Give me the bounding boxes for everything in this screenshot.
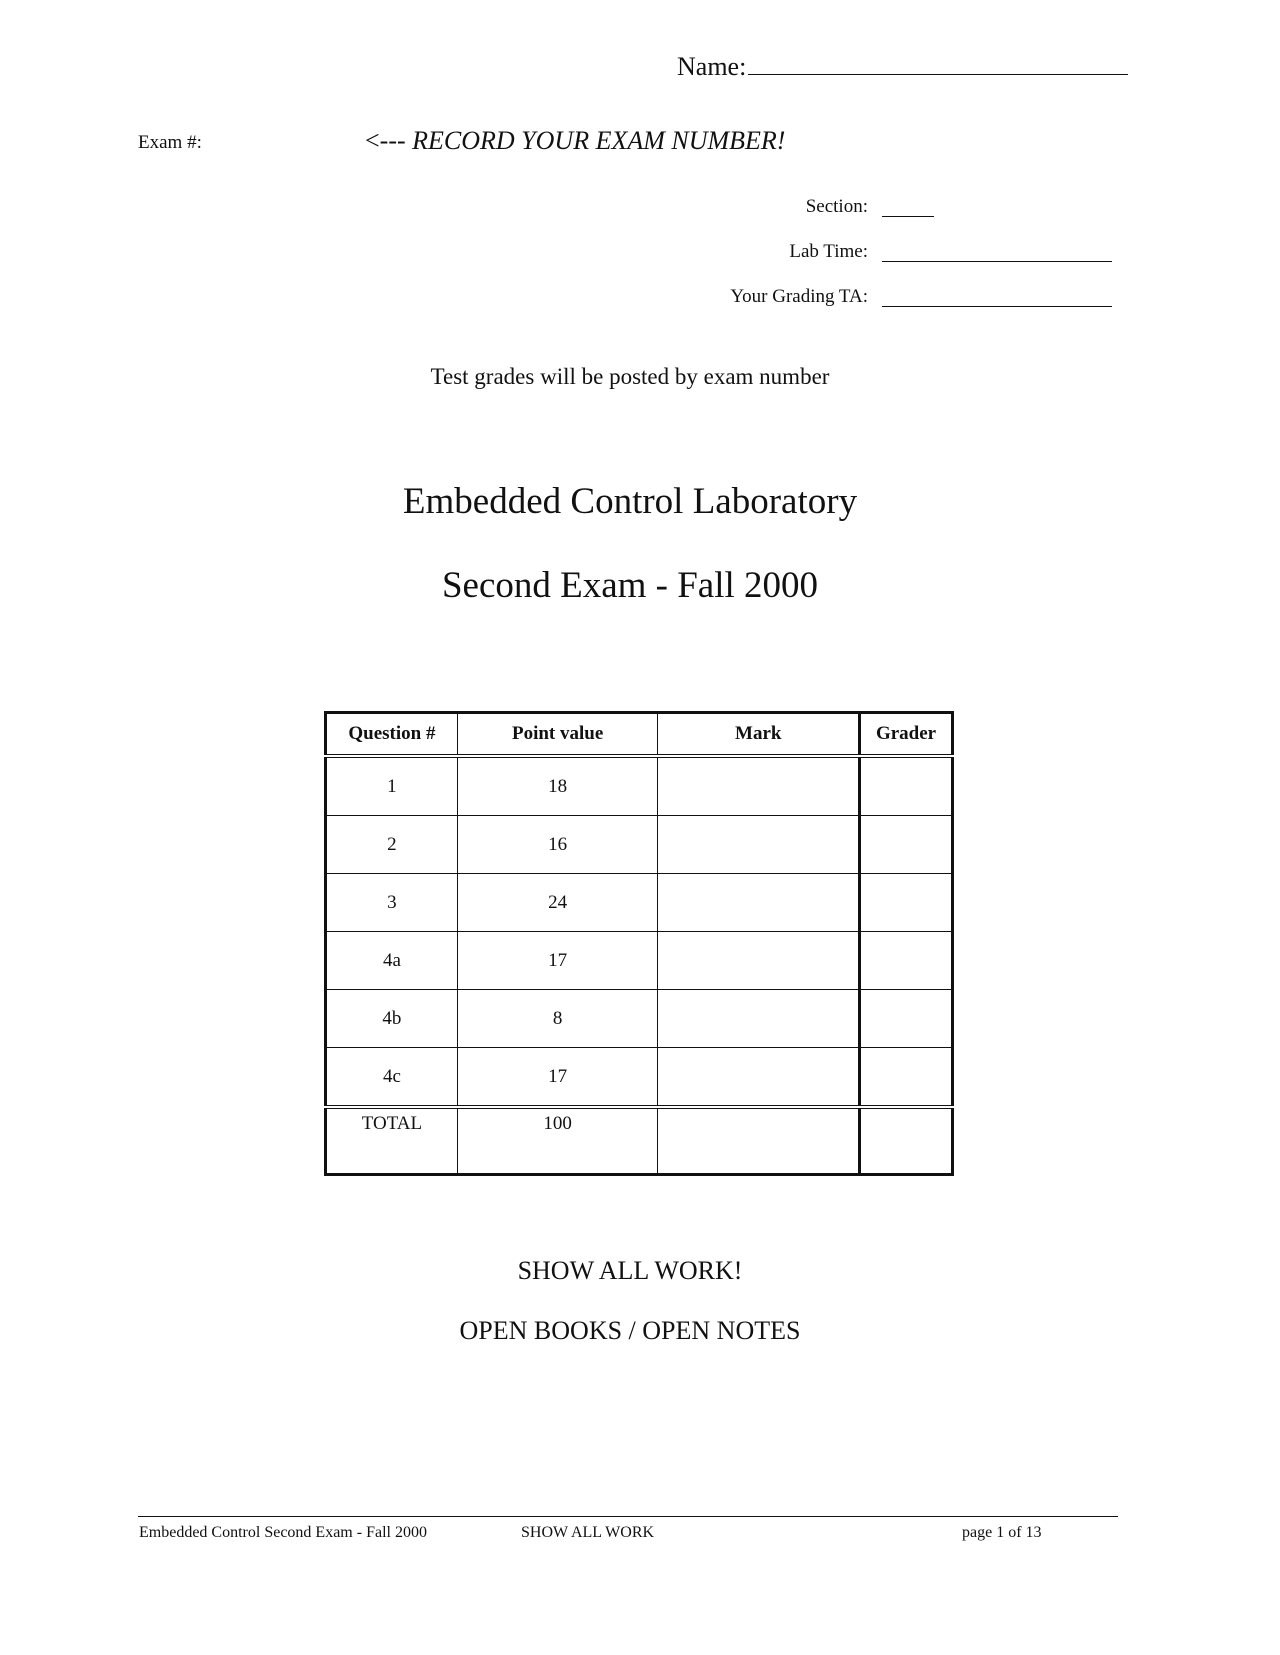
open-books-instruction: OPEN BOOKS / OPEN NOTES bbox=[459, 1316, 801, 1345]
total-row bbox=[326, 1107, 953, 1175]
left-arrow-icon: <--- bbox=[365, 126, 406, 155]
footer-exam-title: Embedded Control Second Exam - Fall 2000 bbox=[139, 1524, 427, 1541]
footer-page-number: page 1 of 13 bbox=[962, 1524, 1042, 1541]
question-cell: 4b bbox=[326, 990, 458, 1048]
grading-ta-label: Your Grading TA: bbox=[730, 286, 868, 307]
points-cell: 17 bbox=[457, 1048, 658, 1108]
table-row bbox=[326, 816, 953, 874]
grader-cell[interactable] bbox=[860, 816, 953, 874]
header-question: Question # bbox=[326, 713, 458, 757]
table-row bbox=[326, 1048, 953, 1108]
table-row bbox=[326, 874, 953, 932]
grade-table bbox=[324, 711, 954, 1176]
grader-cell[interactable] bbox=[860, 990, 953, 1048]
mark-cell[interactable] bbox=[658, 816, 860, 874]
grades-posted-notice: Test grades will be posted by exam number bbox=[430, 364, 830, 389]
footer-divider bbox=[138, 1516, 1118, 1517]
exam-number-label: Exam #: bbox=[138, 132, 202, 153]
grading-ta-blank[interactable] bbox=[882, 306, 1112, 307]
question-cell: 4a bbox=[326, 932, 458, 990]
exam-title: Second Exam - Fall 2000 bbox=[441, 565, 819, 606]
total-grader-cell[interactable] bbox=[860, 1107, 953, 1175]
points-cell: 16 bbox=[457, 816, 658, 874]
question-cell: 4c bbox=[326, 1048, 458, 1108]
points-cell: 18 bbox=[457, 756, 658, 816]
total-mark-cell[interactable] bbox=[658, 1107, 860, 1175]
question-cell: 2 bbox=[326, 816, 458, 874]
table-row bbox=[326, 756, 953, 816]
points-cell: 8 bbox=[457, 990, 658, 1048]
mark-cell[interactable] bbox=[658, 874, 860, 932]
total-points-cell: 100 bbox=[457, 1107, 658, 1175]
name-field bbox=[677, 52, 1128, 82]
grader-cell[interactable] bbox=[860, 756, 953, 816]
footer-show-work: SHOW ALL WORK bbox=[521, 1524, 655, 1541]
record-exam-number-note bbox=[365, 126, 785, 156]
show-all-work-instruction: SHOW ALL WORK! bbox=[517, 1256, 743, 1285]
name-blank[interactable] bbox=[748, 52, 1128, 75]
table-row bbox=[326, 932, 953, 990]
section-label: Section: bbox=[805, 196, 868, 217]
grader-cell[interactable] bbox=[860, 1048, 953, 1108]
lab-time-blank[interactable] bbox=[882, 261, 1112, 262]
mark-cell[interactable] bbox=[658, 990, 860, 1048]
course-title: Embedded Control Laboratory bbox=[402, 481, 858, 522]
grade-table-header-row bbox=[326, 713, 953, 757]
grader-cell[interactable] bbox=[860, 932, 953, 990]
record-text: RECORD YOUR EXAM NUMBER! bbox=[412, 126, 786, 155]
section-blank[interactable] bbox=[882, 216, 934, 217]
name-label: Name: bbox=[677, 52, 747, 81]
header-grader: Grader bbox=[860, 713, 953, 757]
mark-cell[interactable] bbox=[658, 756, 860, 816]
grader-cell[interactable] bbox=[860, 874, 953, 932]
points-cell: 24 bbox=[457, 874, 658, 932]
points-cell: 17 bbox=[457, 932, 658, 990]
mark-cell[interactable] bbox=[658, 1048, 860, 1108]
table-row bbox=[326, 990, 953, 1048]
question-cell: 1 bbox=[326, 756, 458, 816]
header-point-value: Point value bbox=[457, 713, 658, 757]
mark-cell[interactable] bbox=[658, 932, 860, 990]
question-cell: 3 bbox=[326, 874, 458, 932]
total-label-cell: TOTAL bbox=[326, 1107, 458, 1175]
header-mark: Mark bbox=[658, 713, 860, 757]
lab-time-label: Lab Time: bbox=[789, 241, 868, 262]
